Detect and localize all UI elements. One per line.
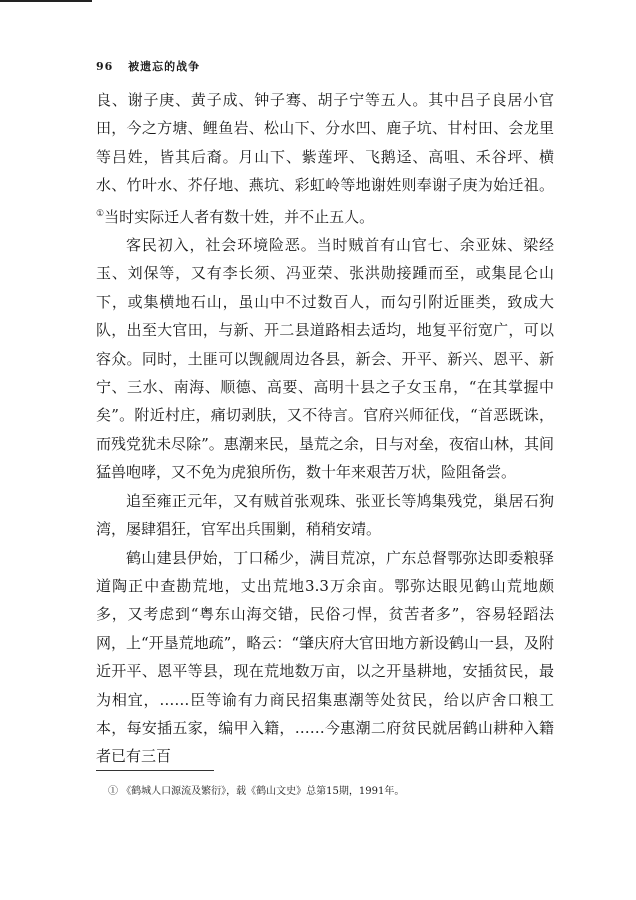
- running-head: [96, 58, 554, 74]
- paragraph-4: 鹤山建县伊始，丁口稀少，满目荒凉，广东总督鄂弥达即委粮驿道陶正中查勘荒地，丈出荒地3.3万余亩。鄂弥达眼见鹤山荒地颇多，又考虑到“粤东山海交错，民俗刁悍，贫苦者多”，容易轻蹈法网，上“开垦荒地疏”，略云：“肇庆府大官田地方新设鹤山一县，及附近开平、恩平等县，现在荒地数万亩，以之开垦耕地，安插贫民，最为相宜，……臣等谕有力商民招集惠潮等处贫民，给以庐舍口粮工本，每安插五家，编甲入籍，……今惠潮二府贫民就居鹤山耕种入籍者已有三百: [96, 548, 555, 766]
- footnote-area: [96, 770, 554, 799]
- paragraph-1-text-after: 当时实际迁人者有数十姓，并不止五人。: [104, 207, 375, 226]
- body-text: [96, 86, 554, 771]
- paragraph-2: 客民初入，社会环境险恶。当时贼首有山官七、余亚妹、梁经玉、刘保等，又有李长须、冯亚荣、张洪勋接踵而至，或集昆仑山下，或集横地石山，虽山中不过数百人，而勾引附近匪类，致成大队，出至大官田，与新、开二县道路相去适均，地复平衍宽广，可以容众。同时，土匪可以觊觎周边各县，新会、开平、新兴、恩平、新宁、三水、南海、顺德、高要、高明十县之子女玉帛，“在其掌握中矣”。附近村庄，痛切剥肤，又不待言。官府兴师征伐，“首恶既诛，而残党犹未尽除”。惠潮来民，垦荒之余，日与对垒，夜宿山林，其间猛兽咆哮，又不免为虎狼所伤，数十年来艰苦万状，险阻备尝。: [96, 236, 554, 482]
- book-title: 被遗忘的战争: [128, 60, 201, 73]
- footnote-text: 《鹤城人口源流及繁衍》，载《鹤山文史》总第15期，1991年。: [121, 786, 405, 797]
- footnote-rule: [96, 770, 214, 771]
- footnote-mark: ①: [108, 786, 118, 797]
- footnote: [96, 785, 554, 799]
- book-page: [96, 58, 554, 771]
- page-number: 96: [96, 60, 114, 73]
- paragraph-1-text: 良、谢子庚、黄子成、钟子骞、胡子宁等五人。其中吕子良居小官田，今之方塘、鲤鱼岩、松山下、分水凹、鹿子坑、甘村田、会龙里等吕姓，皆其后裔。月山下、紫莲坪、飞鹅迳、高咀、禾谷坪、横水、竹叶水、芥仔地、燕坑、彩虹岭等地谢姓则奉谢子庚为始迁祖。: [96, 91, 554, 195]
- top-rule: [0, 0, 92, 2]
- footnote-ref: ①: [96, 208, 105, 219]
- paragraph-1: [96, 86, 554, 231]
- paragraph-3: 追至雍正元年，又有贼首张观珠、张亚长等鸠集残党，巢居石狗湾，屡肆猖狂，官军出兵围剿，稍稍安靖。: [96, 491, 554, 539]
